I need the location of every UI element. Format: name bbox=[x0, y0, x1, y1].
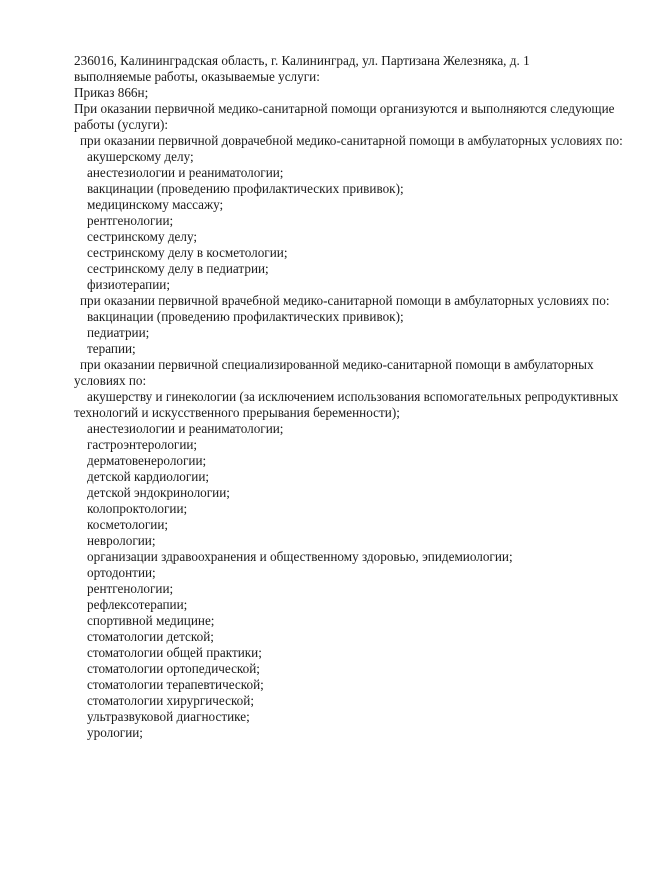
list-item: детской кардиологии; bbox=[87, 469, 210, 484]
document-page bbox=[74, 53, 626, 741]
list-item: гастроэнтерологии; bbox=[87, 437, 198, 452]
list-item: ультразвуковой диагностике; bbox=[87, 709, 250, 724]
list-item: медицинскому массажу; bbox=[87, 197, 224, 212]
list-item: колопроктологии; bbox=[87, 501, 188, 516]
list-item: стоматологии хирургической; bbox=[87, 693, 254, 708]
list-item: рентгенологии; bbox=[87, 581, 174, 596]
intro-paragraph: При оказании первичной медико-санитарной помощи организуются и выполняются следующие работы (услуги): bbox=[74, 101, 618, 132]
list-item: сестринскому делу в педиатрии; bbox=[87, 261, 269, 276]
list-item: урологии; bbox=[87, 725, 143, 740]
list-item: сестринскому делу; bbox=[87, 229, 198, 244]
section-physician bbox=[74, 293, 626, 357]
list-item: рефлексотерапии; bbox=[87, 597, 188, 612]
list-item: терапии; bbox=[87, 341, 136, 356]
list-item: косметологии; bbox=[87, 517, 169, 532]
list-item: стоматологии ортопедической; bbox=[87, 661, 260, 676]
list-item: спортивной медицине; bbox=[87, 613, 215, 628]
address-line: 236016, Калининградская область, г. Калининград, ул. Партизана Железняка, д. 1 bbox=[74, 53, 530, 68]
list-item: сестринскому делу в косметологии; bbox=[87, 245, 288, 260]
section-heading: при оказании первичной врачебной медико-санитарной помощи в амбулаторных условиях по: bbox=[80, 293, 610, 308]
list-item: неврологии; bbox=[87, 533, 156, 548]
section-specialized bbox=[74, 357, 626, 741]
list-item: акушерству и гинекологии (за исключением использования вспомогательных репродуктивных технологий и искусственного прерывания беременности); bbox=[74, 389, 622, 420]
list-item: стоматологии общей практики; bbox=[87, 645, 262, 660]
list-item: акушерскому делу; bbox=[87, 149, 194, 164]
works-label: выполняемые работы, оказываемые услуги: bbox=[74, 69, 320, 84]
list-item: анестезиологии и реаниматологии; bbox=[87, 165, 284, 180]
list-item: вакцинации (проведению профилактических прививок); bbox=[87, 309, 404, 324]
list-item: рентгенологии; bbox=[87, 213, 174, 228]
list-item: анестезиологии и реаниматологии; bbox=[87, 421, 284, 436]
list-item: педиатрии; bbox=[87, 325, 150, 340]
list-item: вакцинации (проведению профилактических прививок); bbox=[87, 181, 404, 196]
list-item: физиотерапии; bbox=[87, 277, 171, 292]
list-item: стоматологии детской; bbox=[87, 629, 214, 644]
list-item: дерматовенерологии; bbox=[87, 453, 207, 468]
section-prehospital bbox=[74, 133, 626, 293]
section-heading: при оказании первичной специализированной медико-санитарной помощи в амбулаторных условиях по: bbox=[74, 357, 597, 388]
list-item: организации здравоохранения и общественному здоровью, эпидемиологии; bbox=[87, 549, 513, 564]
list-item: стоматологии терапевтической; bbox=[87, 677, 264, 692]
list-item: ортодонтии; bbox=[87, 565, 156, 580]
list-item: детской эндокринологии; bbox=[87, 485, 230, 500]
section-heading: при оказании первичной доврачебной медико-санитарной помощи в амбулаторных условиях по: bbox=[80, 133, 623, 148]
order-reference: Приказ 866н; bbox=[74, 85, 149, 100]
